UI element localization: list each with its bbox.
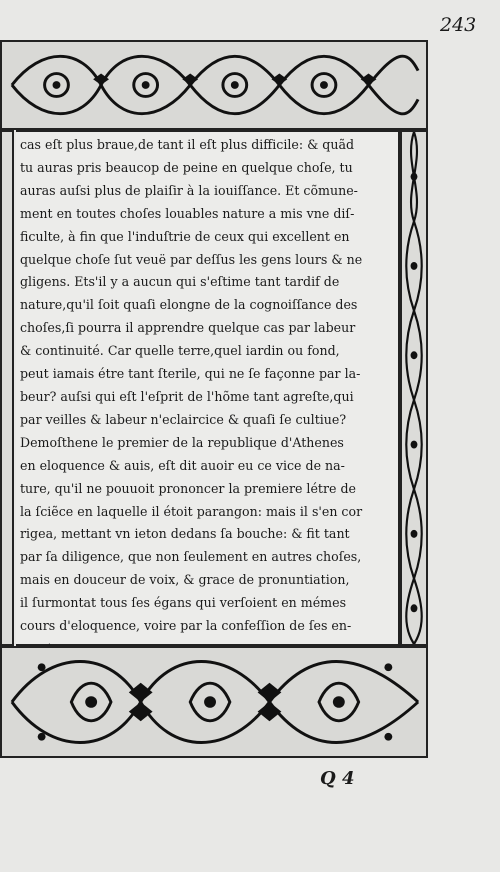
text-line: choſes,ſi pourra il apprendre quelque cas par labeur (20, 320, 356, 336)
arabesque-ornament-icon (2, 648, 426, 756)
page-number: 243 (440, 14, 477, 36)
text-line: cas eſt plus braue,de tant il eſt plus difficile: & quãd (20, 137, 355, 152)
body-text (20, 134, 398, 661)
text-line: quelque choſe ſut veuë par deſſus les gens lours & ne (20, 251, 363, 267)
left-border-strip (0, 130, 14, 646)
right-ornament-pillar (400, 130, 428, 646)
top-ornament-band (0, 40, 428, 130)
text-line: beur? auſsi qui eſt l'eſprit de l'hõme tant agreſte,qui (20, 388, 354, 404)
text-line: nature,qu'il ſoit quaſi elongne de la cognoiſſance des (20, 297, 358, 313)
scroll-ornament-icon (2, 42, 426, 128)
text-line: par veilles & labeur n'eclaircice & quaſi ſe cultiue? (20, 411, 347, 427)
text-line: en eloquence & auis, eſt dit auoir eu ce vice de na- (20, 457, 345, 473)
text-line: la ſciẽce en laquelle il étoit parangon: mais il s'en cor (20, 503, 363, 519)
text-line: auras auſsi plus de plaiſir à la iouiſſance. Et cõmune- (20, 182, 358, 198)
text-line: ture, qu'il ne pouuoit prononcer la premiere létre de (20, 480, 356, 496)
text-line: tu auras pris beaucop de peine en quelque choſe, tu (20, 159, 353, 175)
text-line: & continuité. Car quelle terre,quel iardin ou fond, (20, 343, 340, 359)
text-line: peut iamais étre tant ſterile, qui ne ſe façonne par la- (20, 366, 361, 382)
text-line: ment en toutes choſes louables nature a mis vne diſ- (20, 205, 355, 221)
text-line: cours d'eloquence, voire par la confeſſion de ſes en- (20, 618, 352, 634)
text-line: il ſurmontat tous ſes égans qui verſoient en mémes (20, 595, 347, 611)
text-line: Demoſthene le premier de la republique d'Athenes (20, 434, 344, 450)
text-line: par ſa diligence, que non ſeulement en autres choſes, (20, 549, 362, 565)
signature-mark: Q 4 (320, 768, 355, 789)
text-line: gligens. Ets'il y a aucun qui s'eſtime tant tardif de (20, 274, 340, 290)
vine-ornament-icon (402, 132, 426, 644)
text-line: mais en douceur de voix, & grace de pronuntiation, (20, 572, 350, 588)
bottom-ornament-band (0, 646, 428, 758)
text-line: ficulte, à fin que l'induſtrie de ceux qui excellent en (20, 228, 350, 244)
text-line: rigea, mettant vn ieton dedans ſa bouche: & fit tant (20, 526, 350, 542)
